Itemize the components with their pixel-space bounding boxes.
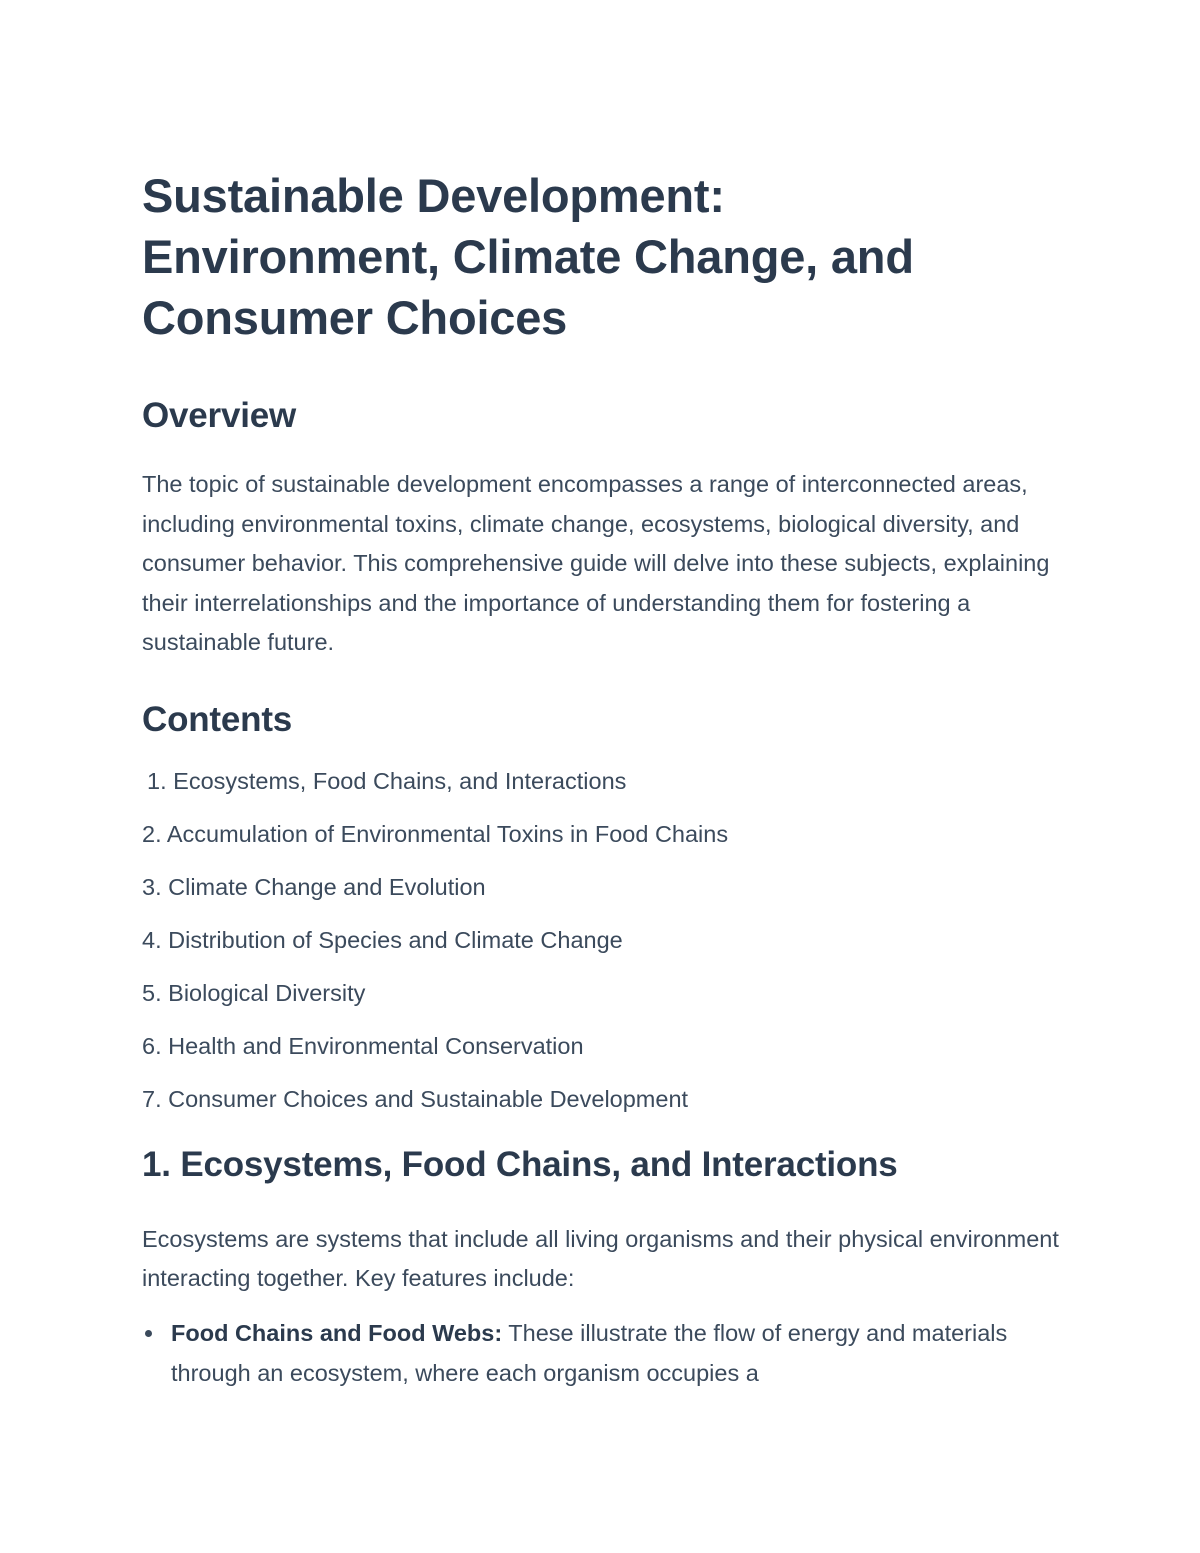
toc-item-number: 5. [142,979,162,1006]
toc-item-label: Consumer Choices and Sustainable Development [168,1085,689,1112]
overview-heading: Overview [142,396,297,435]
overview-paragraph: The topic of sustainable development encompasses a range of interconnected areas, including environmental toxins, climate change, ecosystems, biological diversity, and consumer behavior. This comprehensive guide will delve into these subjects, explaining their interrelationships and the importance of understanding them for fostering a sustainable future. [142,471,1050,655]
document-page [142,165,1072,1393]
toc-item [142,1084,1072,1114]
toc-item-number: 2. [142,820,162,847]
toc-item-label: Ecosystems, Food Chains, and Interactions [173,767,627,794]
feature-term: Food Chains and Food Webs: [171,1319,503,1346]
toc-item [142,925,1072,955]
toc-item-number: 7. [142,1085,162,1112]
toc-item-number: 6. [142,1032,162,1059]
title-line-2: Environment, Climate Change, and [142,230,914,283]
feature-list-item [142,1313,1072,1393]
toc-item [142,978,1072,1008]
toc-item [142,766,1072,796]
contents-heading: Contents [142,699,293,739]
section-1-heading: 1. Ecosystems, Food Chains, and Interactions [142,1144,898,1184]
toc-item-number: 1. [147,767,167,794]
toc-item-label: Climate Change and Evolution [168,873,486,900]
title-line-3: Consumer Choices [142,291,568,344]
toc-item-label: Biological Diversity [168,979,366,1006]
document-title [142,165,1072,348]
section-1-paragraph: Ecosystems are systems that include all living organisms and their physical environment interacting together. Key features include: [142,1225,1059,1291]
toc-item-number: 3. [142,873,162,900]
toc-item-label: Distribution of Species and Climate Change [168,926,623,953]
toc-item-label: Health and Environmental Conservation [168,1032,584,1059]
toc-item [142,872,1072,902]
toc-item [142,819,1072,849]
toc-item-number: 4. [142,926,162,953]
table-of-contents [142,766,1072,1114]
feature-list [142,1313,1072,1393]
feature-text: These illustrate the flow of energy and materials through an ecosystem, where each organism occupies a [171,1319,1008,1386]
title-line-1: Sustainable Development: [142,169,725,222]
toc-item [142,1031,1072,1061]
bullet-icon [145,1330,152,1337]
toc-item-label: Accumulation of Environmental Toxins in Food Chains [166,820,729,847]
